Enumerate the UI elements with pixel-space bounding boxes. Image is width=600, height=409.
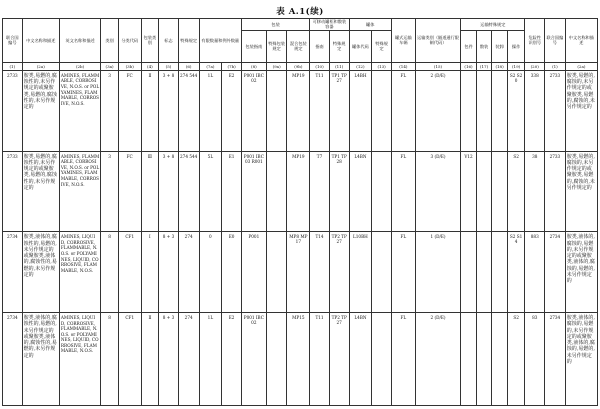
cell-c5: 3 + 8 [159, 70, 179, 151]
cell-c17 [476, 151, 492, 232]
col-tank-instructions: 指南 [310, 30, 330, 62]
col-un-no-2: 联合国编号 [545, 19, 566, 63]
colnum: (1) [545, 62, 566, 70]
cell-cn2: 胺类,液体的,腐蚀的,易燃的,未另作规定的或聚胺类,液体的,腐蚀的,易燃的,未另作规定的 [565, 232, 597, 313]
cell-cn2: 胺类,液体的,腐蚀的,易燃的,未另作规定的或聚胺类,液体的,腐蚀的,易燃的,未另作规定的 [565, 312, 597, 405]
cell-c7a: 1L [199, 312, 222, 405]
cell-c20: 883 [525, 232, 545, 313]
colnum: (7a) [199, 62, 222, 70]
cell-c15: 3 (D/E) [415, 151, 461, 232]
cell-un: 2733 [3, 151, 23, 232]
cell-c3a: 3 [101, 151, 119, 232]
cell-c19: S2 [507, 151, 525, 232]
col-bulk: 散装 [476, 30, 492, 62]
cell-en: AMINES, FLAMMABLE, CORROSIVE, N.O.S. or POLYAMINES, FLAMMABLE, CORROSIVE, N.O.S. [59, 151, 100, 232]
group-portable-tanks: 可移动罐柜和散装容器 [310, 19, 349, 31]
cell-c7b: E2 [222, 312, 242, 405]
cell-c20: 83 [525, 312, 545, 405]
cell-c19: S2 [507, 312, 525, 405]
cell-c12: L4BN [349, 151, 372, 232]
col-class: 类别 [101, 19, 119, 63]
cell-c9b: MP19 [287, 151, 310, 232]
cell-c19: S2 S14 [507, 232, 525, 313]
colnum: (5) [159, 62, 179, 70]
colnum: (16) [461, 62, 477, 70]
cell-c3a: 8 [101, 232, 119, 313]
cell-c9a [266, 232, 287, 313]
col-un-no: 联合国编号 [3, 19, 23, 63]
colnum: (4) [141, 62, 159, 70]
colnum: (17) [476, 62, 492, 70]
col-tank-special-2: 特殊规定 [372, 30, 392, 62]
cell-c8: P001 [241, 232, 266, 313]
col-transport-category: 运输类别（隧道通行限制代码） [415, 19, 461, 63]
dangerous-goods-table [2, 18, 598, 406]
col-cn-name: 中文名称和描述 [22, 19, 59, 63]
cell-c6: 274 544 [178, 151, 199, 232]
cell-c9a [266, 312, 287, 405]
cell-c4: Ⅱ [141, 70, 159, 151]
cell-un: 2734 [3, 312, 23, 405]
cell-c4: Ⅲ [141, 151, 159, 232]
cell-c5: 8 + 3 [159, 232, 179, 313]
col-label: 标志 [159, 19, 179, 63]
cell-c9a [266, 70, 287, 151]
table-row [3, 312, 598, 405]
colnum: (19) [507, 62, 525, 70]
colnum: (7b) [222, 62, 242, 70]
cell-c3b: CF1 [118, 232, 141, 313]
col-special-provisions: 特殊规定 [178, 19, 199, 63]
col-tank-special: 特殊规定 [329, 30, 349, 62]
table-row [3, 151, 598, 232]
cell-en: AMINES, FLAMMABLE, CORROSIVE, N.O.S. or POLYAMINES, FLAMMABLE, CORROSIVE, N.O.S. [59, 70, 100, 151]
cell-c17 [476, 70, 492, 151]
cell-cn2: 胺类,易燃的,腐蚀的,未另作规定的或聚胺类,易燃的,腐蚀的,未另作规定的 [565, 70, 597, 151]
col-cn-name-2: 中文名称和描述 [565, 19, 597, 63]
col-en-name: 英文名称和描述 [59, 19, 100, 63]
cell-c3a: 8 [101, 312, 119, 405]
cell-en: AMINES, LIQUID, CORROSIVE, FLAMMABLE, N.O.S. or POLYAMINES, LIQUID, CORROSIVE, FLAMMABLE, N.O.S. [59, 232, 100, 313]
cell-c15: 2 (D/E) [415, 70, 461, 151]
colnum: (14) [391, 62, 415, 70]
cell-c12: L4BH [349, 70, 372, 151]
colnum: (2a) [565, 62, 597, 70]
col-operation: 操作 [507, 30, 525, 62]
cell-c17 [476, 312, 492, 405]
col-limited-quantities: 有限数量和例外数量 [199, 19, 241, 63]
cell-c18 [492, 151, 508, 232]
cell-c14: FL [391, 70, 415, 151]
cell-c16: V12 [461, 151, 477, 232]
cell-c8: P001 IBC02 [241, 70, 266, 151]
colnum: (6) [178, 62, 199, 70]
cell-c16 [461, 232, 477, 313]
cell-cn: 胺类,液体的,腐蚀性的,易燃的,未另作规定的或聚胺类,液体的,腐蚀性的,易燃的,未另作规定的 [22, 312, 59, 405]
cell-c7b: E2 [222, 70, 242, 151]
cell-c11: TP2 TP27 [329, 312, 349, 405]
cell-c20: 338 [525, 70, 545, 151]
cell-c4: Ⅱ [141, 312, 159, 405]
cell-c9b: MP8 MP17 [287, 232, 310, 313]
col-loading: 装卸 [492, 30, 508, 62]
colnum: (11) [329, 62, 349, 70]
col-hazard-id: 危险性识别号 [525, 19, 545, 63]
cell-c13 [372, 151, 392, 232]
cell-c17 [476, 232, 492, 313]
cell-c6: 274 [178, 312, 199, 405]
column-number-row [3, 62, 598, 70]
cell-c7b: E1 [222, 151, 242, 232]
cell-c11: TP1 TP27 [329, 70, 349, 151]
cell-c1b: 2734 [545, 232, 566, 313]
cell-c18 [492, 70, 508, 151]
group-packaging: 包装 [241, 19, 309, 31]
col-packages: 包件 [461, 30, 477, 62]
col-special-packing: 特殊包装规定 [266, 30, 287, 62]
col-mixed-packing: 混合包装规定 [287, 30, 310, 62]
cell-c16 [461, 312, 477, 405]
cell-c10: T11 [310, 70, 330, 151]
cell-c14: FL [391, 232, 415, 313]
cell-cn2: 胺类,易燃的,腐蚀的,未另作规定的或聚胺类,易燃的,腐蚀的,未另作规定的 [565, 151, 597, 232]
colnum: (9b) [287, 62, 310, 70]
cell-c14: FL [391, 151, 415, 232]
cell-c11: TP2 TP27 [329, 232, 349, 313]
cell-c18 [492, 232, 508, 313]
cell-c9a [266, 151, 287, 232]
cell-c13 [372, 312, 392, 405]
col-packing-instructions: 包装指南 [241, 30, 266, 62]
cell-c3b: FC [118, 151, 141, 232]
cell-c6: 274 544 [178, 70, 199, 151]
cell-c10: T14 [310, 232, 330, 313]
cell-cn: 胺类,易燃的,腐蚀性的,未另作规定的或聚胺类,易燃的,腐蚀性的,未另作规定的 [22, 70, 59, 151]
cell-c3b: FC [118, 70, 141, 151]
cell-c3a: 3 [101, 70, 119, 151]
cell-c12: L4BN [349, 312, 372, 405]
colnum: (12) [349, 62, 372, 70]
cell-c8: P001 IBC03 R001 [241, 151, 266, 232]
group-special-provisions: 运输特殊规定 [461, 19, 525, 31]
cell-c19: S2 S20 [507, 70, 525, 151]
cell-c12: L10BH [349, 232, 372, 313]
cell-c1b: 2734 [545, 312, 566, 405]
cell-c5: 3 + 8 [159, 151, 179, 232]
cell-c1b: 2733 [545, 151, 566, 232]
table-row [3, 70, 598, 151]
colnum: (9a) [266, 62, 287, 70]
cell-c13 [372, 70, 392, 151]
cell-c6: 274 [178, 232, 199, 313]
col-tank-code: 罐体代码 [349, 30, 372, 62]
cell-c10: T11 [310, 312, 330, 405]
cell-c20: 38 [525, 151, 545, 232]
cell-c7a: 0 [199, 232, 222, 313]
cell-c18 [492, 312, 508, 405]
colnum: (3a) [101, 62, 119, 70]
colnum: (8) [241, 62, 266, 70]
cell-c7b: E0 [222, 232, 242, 313]
cell-c1b: 2733 [545, 70, 566, 151]
col-packing-group: 包装类别 [141, 19, 159, 63]
group-tanks: 罐体 [349, 19, 391, 31]
colnum: (18) [492, 62, 508, 70]
colnum: (20) [525, 62, 545, 70]
cell-c10: T7 [310, 151, 330, 232]
cell-c13 [372, 232, 392, 313]
colnum: (3b) [118, 62, 141, 70]
cell-c9b: MP19 [287, 70, 310, 151]
table-row [3, 232, 598, 313]
cell-c16 [461, 70, 477, 151]
colnum: (1) [3, 62, 23, 70]
cell-un: 2733 [3, 70, 23, 151]
cell-c9b: MP15 [287, 312, 310, 405]
cell-cn: 胺类,液体的,腐蚀性的,易燃的,未另作规定的或聚胺类,液体的,腐蚀性的,易燃的,未另作规定的 [22, 232, 59, 313]
cell-c14: FL [391, 312, 415, 405]
cell-c11: TP1 TP28 [329, 151, 349, 232]
cell-c7a: 1L [199, 70, 222, 151]
cell-c4: Ⅰ [141, 232, 159, 313]
table-title: 表 A.1(续) [276, 7, 324, 17]
colnum: (2b) [59, 62, 100, 70]
colnum: (13) [372, 62, 392, 70]
cell-c8: P001 IBC02 [241, 312, 266, 405]
cell-c5: 8 + 3 [159, 312, 179, 405]
cell-c15: 2 (D/E) [415, 312, 461, 405]
cell-c7a: 5L [199, 151, 222, 232]
col-class-code: 分类代码 [118, 19, 141, 63]
colnum: (2a) [22, 62, 59, 70]
colnum: (15) [415, 62, 461, 70]
cell-c15: 1 (D/E) [415, 232, 461, 313]
cell-c3b: CF1 [118, 312, 141, 405]
col-vehicle: 罐式运输车辆 [391, 19, 415, 63]
colnum: (10) [310, 62, 330, 70]
cell-cn: 胺类,易燃的,腐蚀性的,未另作规定的或聚胺类,易燃的,腐蚀性的,未另作规定的 [22, 151, 59, 232]
cell-en: AMINES, LIQUID, CORROSIVE, FLAMMABLE, N.O.S. or POLYAMINES, LIQUID, CORROSIVE, FLAMMABLE, N.O.S. [59, 312, 100, 405]
cell-un: 2734 [3, 232, 23, 313]
